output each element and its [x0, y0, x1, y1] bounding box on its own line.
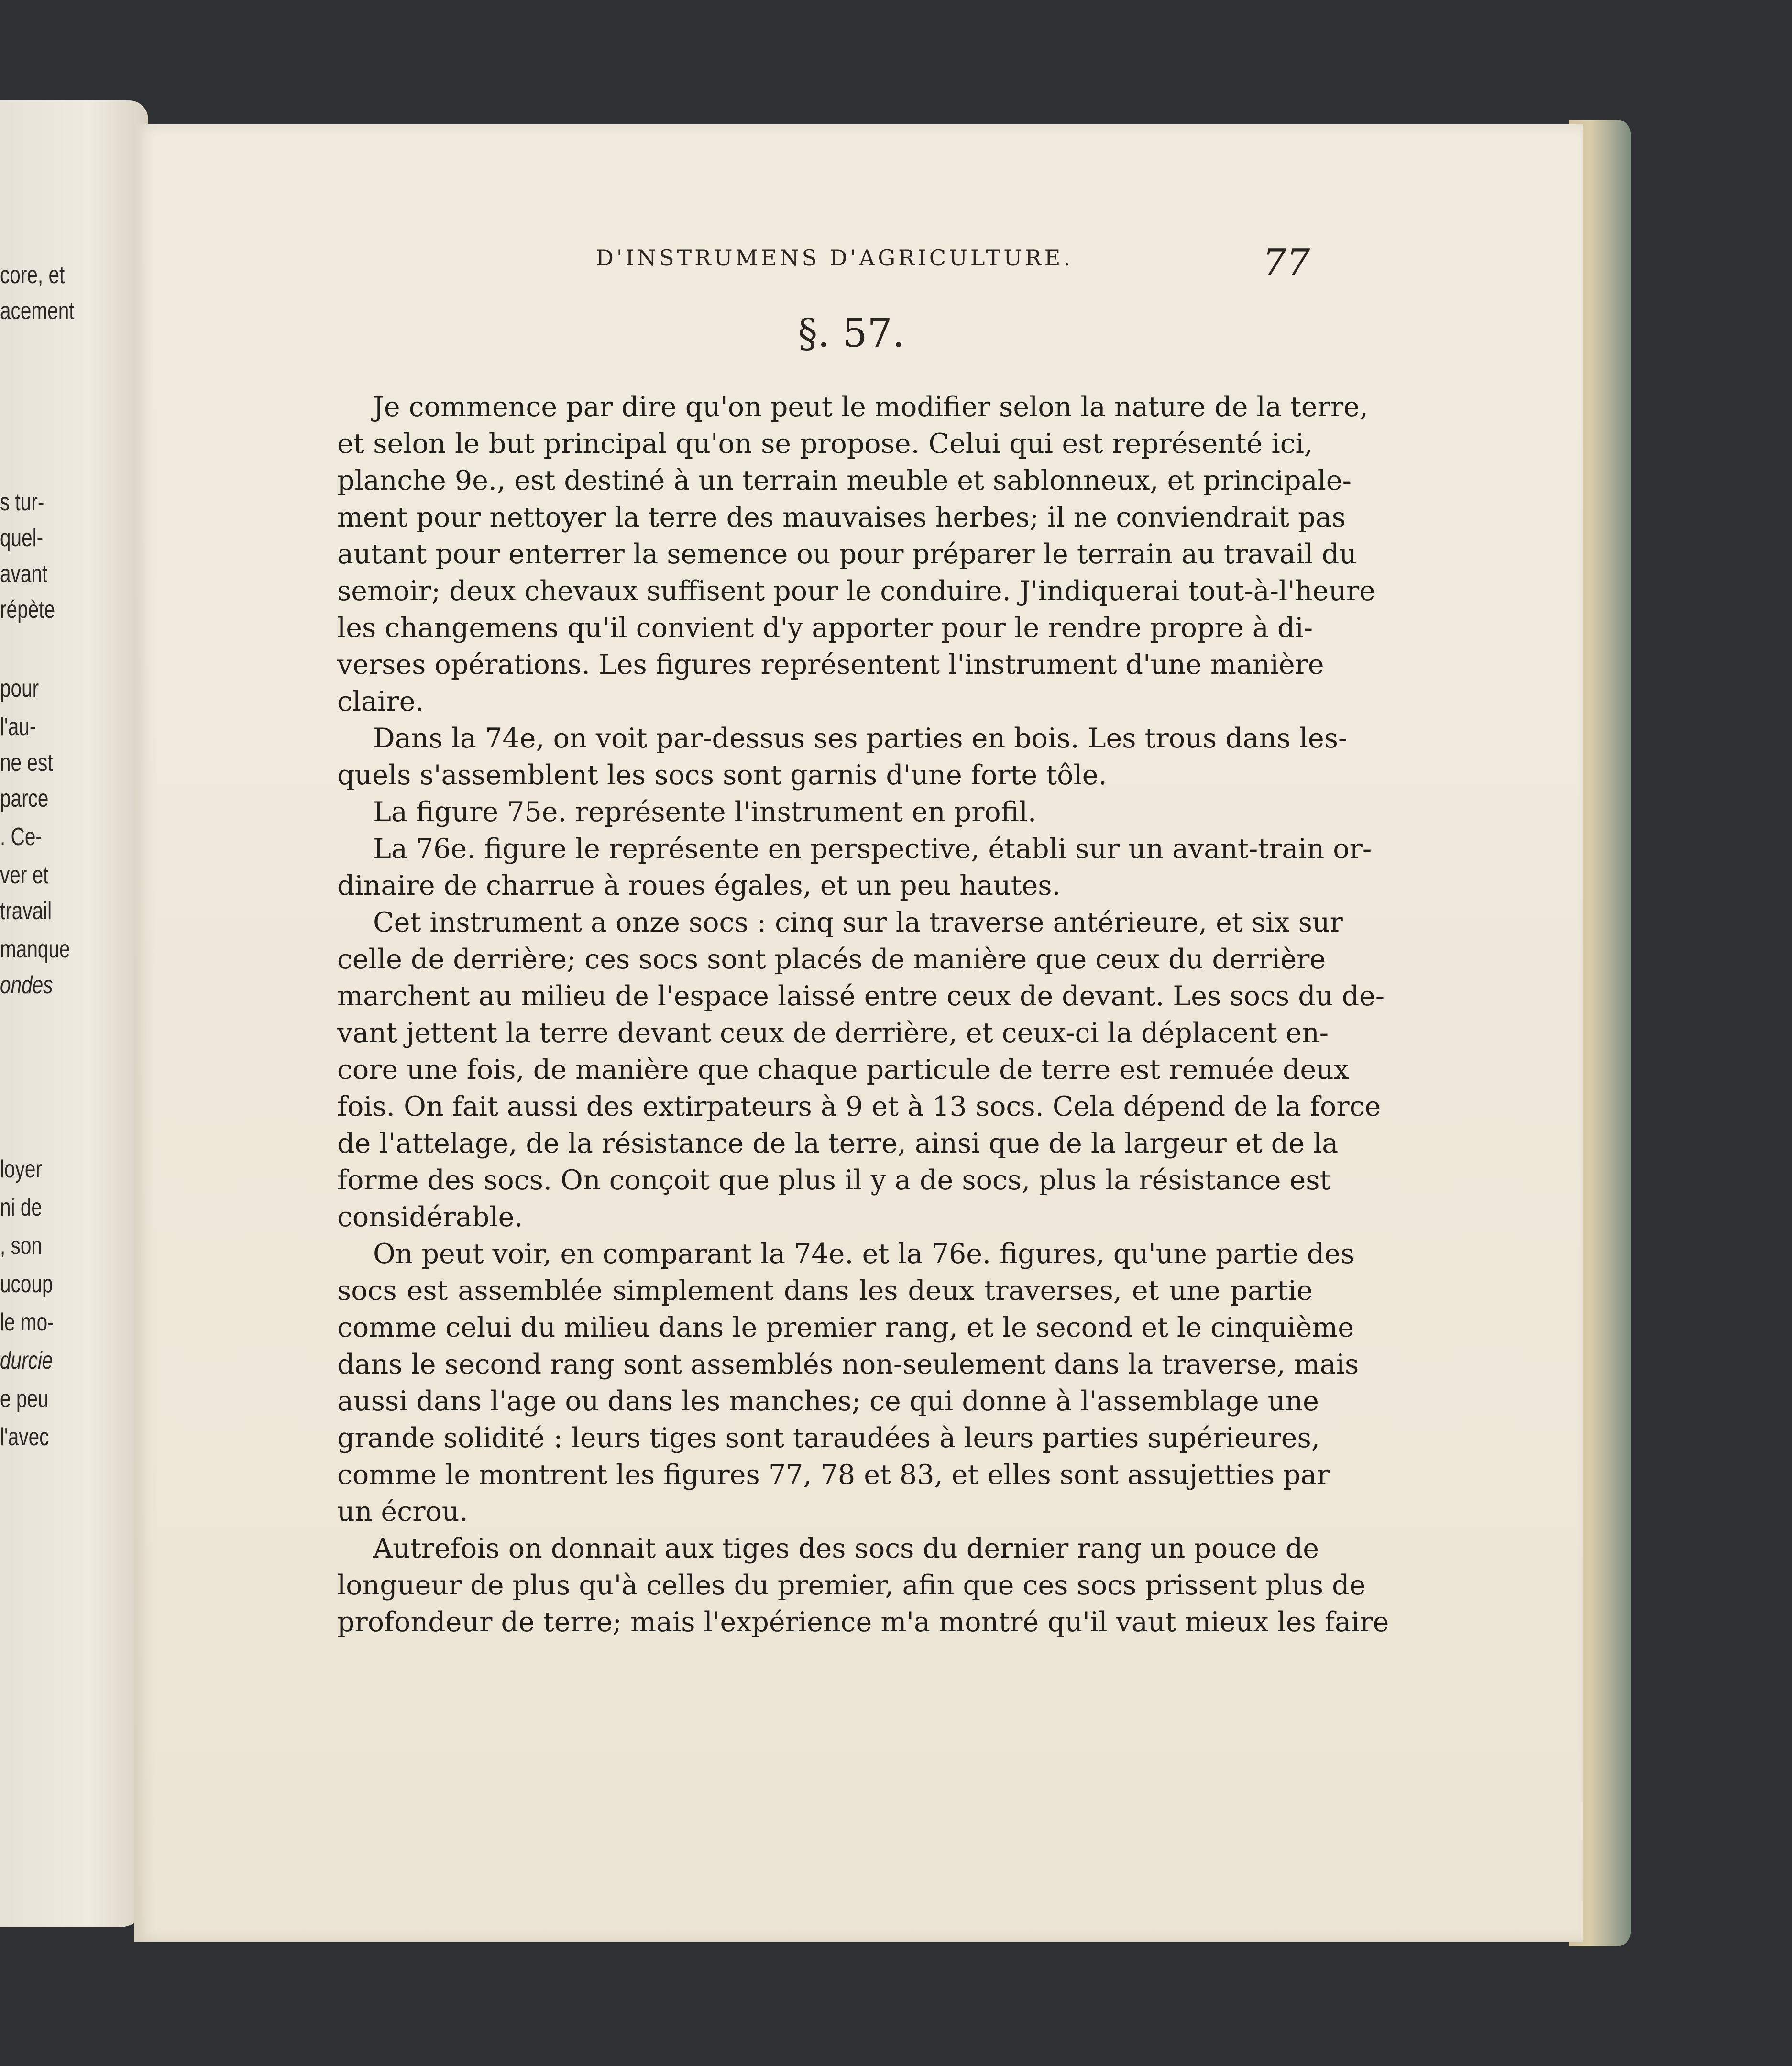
text-line: comme celui du milieu dans le premier rang, et le second et le cinquième	[337, 1312, 1354, 1343]
left-page	[0, 100, 148, 1927]
text-line: un écrou.	[337, 1496, 468, 1528]
left-page-fragment: quel-	[0, 524, 44, 552]
left-page-fragment: répète	[0, 596, 55, 624]
left-page-fragment: , son	[0, 1232, 42, 1260]
section-heading: §. 57.	[798, 311, 905, 356]
text-line: La figure 75e. représente l'instrument en profil.	[373, 796, 1037, 828]
left-page-fragment: ucoup	[0, 1270, 53, 1298]
text-line: Dans la 74e, on voit par-dessus ses parties en bois. Les trous dans les-	[373, 723, 1348, 754]
text-line: Je commence par dire qu'on peut le modifier selon la nature de la terre,	[373, 391, 1368, 423]
left-page-fragment: s tur-	[0, 488, 44, 516]
text-line: On peut voir, en comparant la 74e. et la 76e. figures, qu'une partie des	[373, 1238, 1355, 1270]
left-page-fragment: . Ce-	[0, 823, 42, 851]
left-page-fragment: acement	[0, 297, 75, 325]
left-page-fragment: avant	[0, 560, 48, 588]
text-line: et selon le but principal qu'on se propose. Celui qui est représenté ici,	[337, 428, 1313, 460]
left-page-fragment: travail	[0, 897, 52, 925]
left-page-fragment: loyer	[0, 1155, 42, 1183]
text-line: forme des socs. On conçoit que plus il y a de socs, plus la résistance est	[337, 1165, 1331, 1196]
left-page-fragment: ver et	[0, 861, 49, 889]
left-page-fragment: core, et	[0, 261, 65, 289]
page-number: 77	[1263, 242, 1310, 285]
text-line: verses opérations. Les figures représentent l'instrument d'une manière	[337, 649, 1324, 681]
text-line: celle de derrière; ces socs sont placés de manière que ceux du derrière	[337, 944, 1326, 975]
text-line: autant pour enterrer la semence ou pour préparer le terrain au travail du	[337, 538, 1357, 570]
left-page-fragment: e peu	[0, 1385, 49, 1413]
text-line: grande solidité : leurs tiges sont taraudées à leurs parties supérieures,	[337, 1422, 1320, 1454]
text-line: La 76e. figure le représente en perspective, établi sur un avant-train or-	[373, 833, 1372, 865]
text-line: dans le second rang sont assemblés non-seulement dans la traverse, mais	[337, 1349, 1359, 1380]
left-page-fragment: parce	[0, 785, 49, 813]
text-line: fois. On fait aussi des extirpateurs à 9 et à 13 socs. Cela dépend de la force	[337, 1091, 1381, 1122]
text-line: quels s'assemblent les socs sont garnis d'une forte tôle.	[337, 759, 1107, 791]
left-page-fragment: ne est	[0, 749, 53, 777]
left-page-fragment: l'avec	[0, 1423, 49, 1451]
text-line: planche 9e., est destiné à un terrain meuble et sablonneux, et principale-	[337, 465, 1352, 496]
text-line: ment pour nettoyer la terre des mauvaises herbes; il ne conviendrait pas	[337, 502, 1346, 533]
text-line: semoir; deux chevaux suffisent pour le conduire. J'indiquerai tout-à-l'heure	[337, 575, 1375, 607]
left-page-fragment: durcie	[0, 1347, 53, 1374]
text-line: de l'attelage, de la résistance de la terre, ainsi que de la largeur et de la	[337, 1128, 1339, 1159]
left-page-fragment: ondes	[0, 971, 53, 999]
text-line: Cet instrument a onze socs : cinq sur la traverse antérieure, et six sur	[373, 907, 1343, 938]
text-line: claire.	[337, 686, 424, 717]
left-page-fragment: pour	[0, 675, 39, 703]
body-text	[337, 389, 1389, 1641]
text-line: Autrefois on donnait aux tiges des socs du dernier rang un pouce de	[373, 1533, 1319, 1564]
left-page-fragment: ni de	[0, 1194, 42, 1221]
text-line: longueur de plus qu'à celles du premier, afin que ces socs prissent plus de	[337, 1570, 1366, 1601]
text-line: profondeur de terre; mais l'expérience m'a montré qu'il vaut mieux les faire	[337, 1606, 1389, 1638]
left-page-fragment: le mo-	[0, 1308, 54, 1336]
left-page-fragment: manque	[0, 935, 70, 963]
text-line: vant jettent la terre devant ceux de derrière, et ceux-ci la déplacent en-	[337, 1017, 1329, 1049]
text-line: dinaire de charrue à roues égales, et un peu hautes.	[337, 870, 1061, 901]
running-header: D'INSTRUMENS D'AGRICULTURE.	[596, 245, 1073, 271]
text-line: les changemens qu'il convient d'y apporter pour le rendre propre à di-	[337, 612, 1313, 644]
text-line: socs est assemblée simplement dans les deux traverses, et une partie	[337, 1275, 1313, 1307]
text-line: aussi dans l'age ou dans les manches; ce qui donne à l'assemblage une	[337, 1385, 1319, 1417]
text-line: marchent au milieu de l'espace laissé entre ceux de devant. Les socs du de-	[337, 980, 1385, 1012]
text-line: core une fois, de manière que chaque particule de terre est remuée deux	[337, 1054, 1349, 1086]
left-page-fragment: l'au-	[0, 713, 36, 741]
text-line: considérable.	[337, 1201, 523, 1233]
text-line: comme le montrent les figures 77, 78 et 83, et elles sont assujetties par	[337, 1459, 1330, 1491]
